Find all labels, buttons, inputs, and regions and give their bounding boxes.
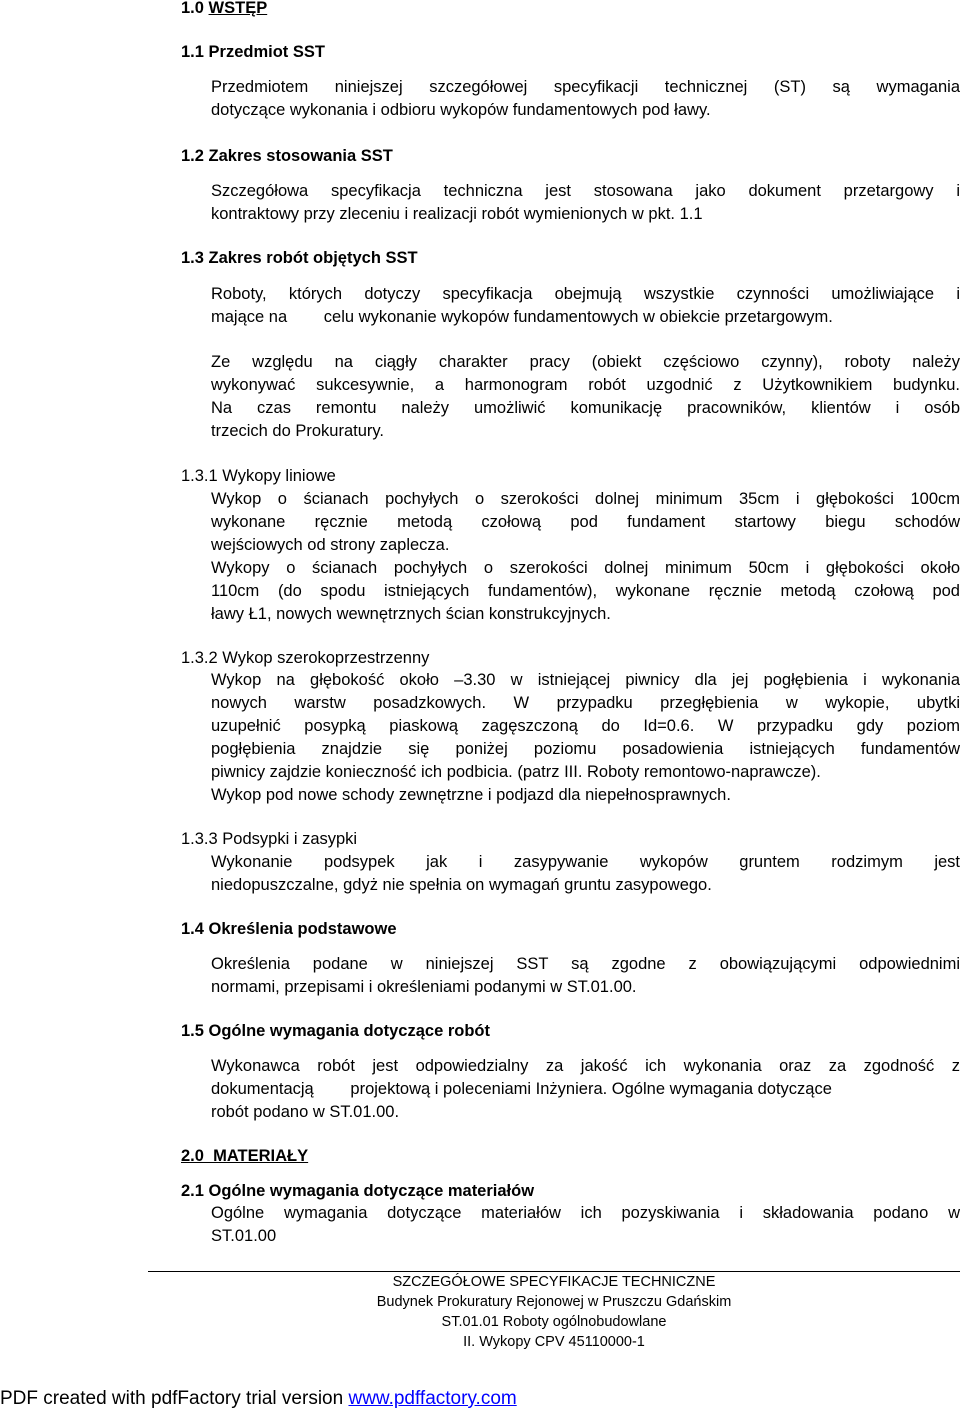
subsection-heading-1-3-1: 1.3.1 Wykopy liniowe [181,467,336,485]
pdffactory-link[interactable]: www.pdffactory.com [348,1388,517,1409]
text-line: 110cm (do spodu istniejących fundamentów), wykonane ręcznie metodą czołową pod [211,582,960,600]
section-heading-1-3: 1.3 Zakres robót objętych SST [181,249,418,267]
text-line: robót podano w ST.01.00. [211,1103,400,1121]
paragraph-1-2 [211,180,960,226]
paragraph-2-1 [211,1202,960,1248]
text-line: ST.01.00 [211,1227,277,1245]
pdf-note-text: PDF created with pdfFactory trial version [0,1388,349,1409]
page-footer [148,1272,960,1352]
text-line: Wykop na głębokość około –3.30 w istniejącej piwnicy dla jej pogłębienia i wykonania [211,671,960,689]
text-line: mające na celu wykonanie wykopów fundamentowych w obiekcie przetargowym. [211,308,833,326]
text-line: wejściowych od strony zaplecza. [211,536,450,554]
footer-line: II. Wykopy CPV 45110000-1 [463,1334,645,1350]
subsection-heading-1-3-2: 1.3.2 Wykop szerokoprzestrzenny [181,649,430,667]
text-line: Określenia podane w niniejszej SST są zgodne z obowiązującymi odpowiednimi [211,955,960,973]
text-line: Wykop o ścianach pochyłych o szerokości dolnej minimum 35cm i głębokości 100cm [211,490,960,508]
paragraph-1-3-2 [211,669,960,807]
text-line: Szczegółowa specyfikacja techniczna jest stosowana jako dokument przetargowy i [211,182,960,200]
text-line: Wykonanie podsypek jak i zasypywanie wykopów gruntem rodzimym jest [211,853,960,871]
text-line: Wykopy o ścianach pochyłych o szerokości dolnej minimum 50cm i głębokości około [211,559,960,577]
paragraph-1-3-b [211,351,960,443]
text-line: piwnicy zajdzie konieczność ich podbicia. (patrz III. Roboty remontowo-naprawcze). [211,763,821,781]
section-heading-1-2: 1.2 Zakres stosowania SST [181,147,393,165]
text-line: Ze względu na ciągły charakter pracy (obiekt częściowo czynny), roboty należy [211,353,960,371]
text-line: wykonywać sukcesywnie, a harmonogram robót uzgodnić z Użytkownikiem budynku. [211,376,960,394]
text-line: ławy Ł1, nowych wewnętrznych ścian konstrukcyjnych. [211,605,611,623]
section-title: WSTĘP [208,0,268,17]
section-heading-1-4: 1.4 Określenia podstawowe [181,920,397,938]
paragraph-1-5 [211,1055,960,1124]
section-heading-1-0 [181,0,267,20]
footer-line: SZCZEGÓŁOWE SPECYFIKACJE TECHNICZNE [392,1274,716,1290]
text-line: Ogólne wymagania dotyczące materiałów ich pozyskiwania i składowania podano w [211,1204,960,1222]
text-line: Wykonawca robót jest odpowiedzialny za jakość ich wykonania oraz za zgodność z [211,1057,960,1075]
section-number: 1.0 [181,0,204,17]
text-line: pogłębienia znajdzie się poniżej poziomu posadowienia istniejących fundamentów [211,740,960,758]
text-line: trzecich do Prokuratury. [211,422,385,440]
footer-line: ST.01.01 Roboty ogólnobudowlane [441,1314,667,1330]
text-line: wykonane ręcznie metodą czołową pod fundament startowy biegu schodów [211,513,960,531]
text-line: dotyczące wykonania i odbioru wykopów fundamentowych pod ławy. [211,101,711,119]
text-line: Na czas remontu należy umożliwić komunikację pracowników, klientów i osób [211,399,960,417]
footer-line: Budynek Prokuratury Rejonowej w Pruszczu Gdańskim [376,1294,732,1310]
subsection-heading-1-3-3: 1.3.3 Podsypki i zasypki [181,830,358,848]
text-line: dokumentacją projektową i poleceniami Inżyniera. Ogólne wymagania dotyczące [211,1080,832,1098]
paragraph-1-1 [211,76,960,122]
text-line: nowych warstw posadzkowych. W przypadku przegłębienia w wykopie, ubytki [211,694,960,712]
section-heading-1-1: 1.1 Przedmiot SST [181,43,325,61]
paragraph-1-4 [211,953,960,999]
paragraph-1-3-3 [211,851,960,897]
text-line: Przedmiotem niniejszej szczegółowej specyfikacji technicznej (ST) są wymagania [211,78,960,96]
pdf-watermark-note [0,1386,517,1412]
text-line: niedopuszczalne, gdyż nie spełnia on wymagań gruntu zasypowego. [211,876,712,894]
paragraph-1-3-1 [211,488,960,626]
text-line: kontraktowy przy zleceniu i realizacji robót wymienionych w pkt. 1.1 [211,205,703,223]
section-heading-1-5: 1.5 Ogólne wymagania dotyczące robót [181,1022,490,1040]
section-heading-2-1: 2.1 Ogólne wymagania dotyczące materiałów [181,1182,535,1200]
text-line: uzupełnić posypką piaskową zagęszczoną do Id=0.6. W przypadku gdy poziom [211,717,960,735]
section-heading-2-0: 2.0 MATERIAŁY [181,1147,309,1165]
text-line: Wykop pod nowe schody zewnętrzne i podjazd dla niepełnosprawnych. [211,786,731,804]
paragraph-1-3-a [211,283,960,329]
text-line: Roboty, których dotyczy specyfikacja obejmują wszystkie czynności umożliwiające i [211,285,960,303]
text-line: normami, przepisami i określeniami podanymi w ST.01.00. [211,978,637,996]
